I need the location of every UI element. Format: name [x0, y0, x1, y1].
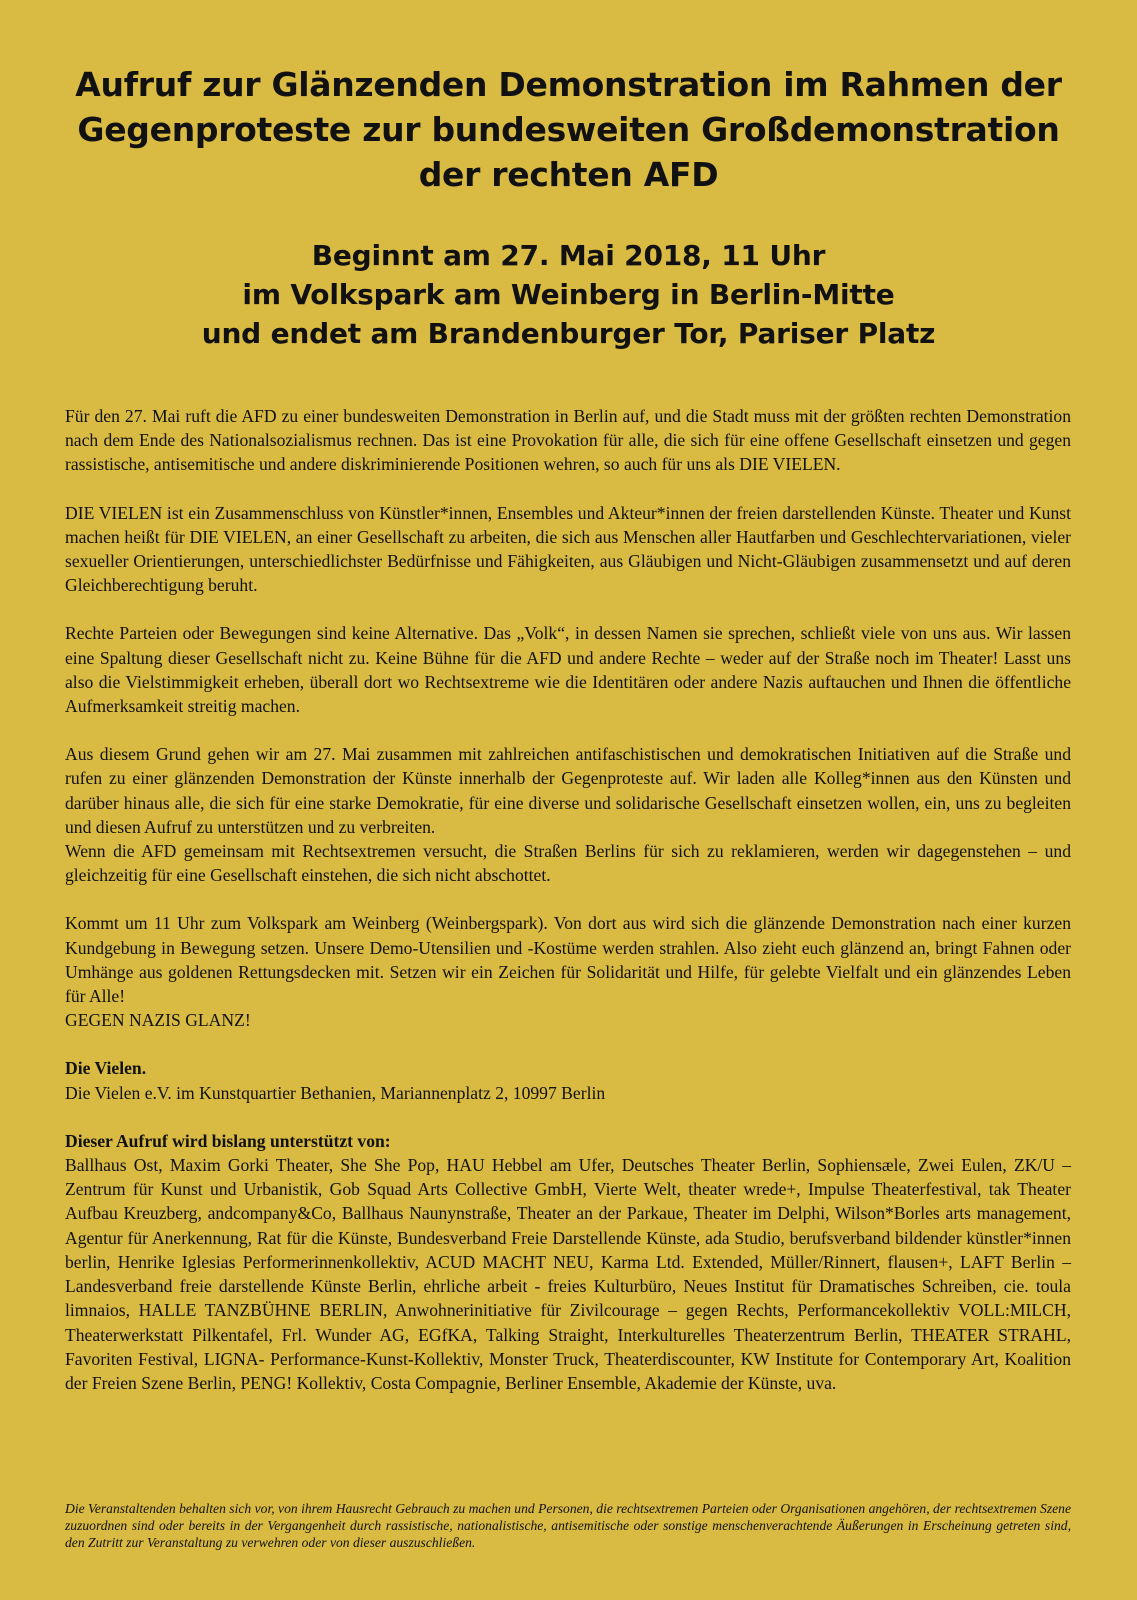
organizer-address: Die Vielen e.V. im Kunstquartier Bethanien, Mariannenplatz 2, 10997 Berlin: [65, 1082, 606, 1103]
supporters-block: [65, 1129, 1071, 1395]
event-start-location-line: im Volkspark am Weinberg in Berlin-Mitte: [242, 278, 895, 311]
paragraph-intro: Für den 27. Mai ruft die AFD zu einer bundesweiten Demonstration in Berlin auf, und die Stadt muss mit der größten rechten Demonstration nach dem Ende des Nationalsozialismus rechnen. Das ist eine Provokation für alle, die sich für eine offene Gesellschaft einsetzen und gegen rassistische, antisemitische und andere diskriminierende Positionen wehren, so auch für uns als DIE VIELEN.: [65, 406, 1071, 475]
paragraph-rechte-parteien: Rechte Parteien oder Bewegungen sind keine Alternative. Das „Volk“, in dessen Namen sie sprechen, schließt viele von uns aus. Wir lassen eine Spaltung dieser Gesellschaft nicht zu. Keine Bühne für die AFD und andere Rechte – weder auf der Straße noch im Theater! Lasst uns also die Vielstimmigkeit erheben, überall dort wo Rechtsextreme wie die Identitären oder andere Nazis auftauchen und Ihnen die öffentliche Aufmerksamkeit streitig machen.: [65, 623, 1071, 717]
title-line: Aufruf zur Glänzenden Demonstration im Rahmen der: [75, 65, 1062, 104]
title-line: Gegenproteste zur bundesweiten Großdemonstration: [77, 110, 1060, 149]
paragraph-aufruf-part2: Wenn die AFD gemeinsam mit Rechtsextremen versucht, die Straßen Berlins für sich zu reklamieren, werden wir dagegenstehen – und gleichzeitig für eine Gesellschaft einstehen, die sich nicht abschottet.: [65, 841, 1071, 886]
body-text: [65, 404, 1071, 1395]
organizer-block: [65, 1056, 1071, 1104]
title-line: der rechten AFD: [418, 155, 719, 194]
slogan: GEGEN NAZIS GLANZ!: [65, 1010, 251, 1031]
supporters-heading: Dieser Aufruf wird bislang unterstützt von:: [65, 1130, 391, 1151]
event-end-location-line: und endet am Brandenburger Tor, Pariser Platz: [201, 317, 936, 350]
event-date-line: Beginnt am 27. Mai 2018, 11 Uhr: [311, 239, 826, 272]
event-details: [40, 236, 1097, 353]
paragraph-die-vielen: DIE VIELEN ist ein Zusammenschluss von Künstler*innen, Ensembles und Akteur*innen der freien darstellenden Künste. Theater und Kunst machen heißt für DIE VIELEN, an einer Gesellschaft zu arbeiten, die sich aus Menschen aller Hautfarben und Geschlechtervariationen, vieler sexueller Orientierungen, unterschiedlichster Bedürfnisse und Fähigkeiten, aus Gläubigen und Nicht-Gläubigen zusammensetzt und auf deren Gleichberechtigung beruht.: [65, 502, 1071, 596]
paragraph-aufruf-part1: Aus diesem Grund gehen wir am 27. Mai zusammen mit zahlreichen antifaschistischen und demokratischen Initiativen auf die Straße und rufen zu einer glänzenden Demonstration der Künste innerhalb der Gegenproteste auf. Wir laden alle Kolleg*innen aus den Künsten und darüber hinaus alle, die sich für eine starke Demokratie, für eine diverse und solidarische Gesellschaft einsetzen wollen, ein, uns zu begleiten und diesen Aufruf zu unterstützen und zu verbreiten.: [65, 744, 1071, 837]
paragraph-aufruf: [65, 742, 1071, 887]
paragraph-treffpunkt: [65, 911, 1071, 1032]
paragraph-treffpunkt-text: Kommt um 11 Uhr zum Volkspark am Weinberg (Weinbergspark). Von dort aus wird sich die glänzende Demonstration nach einer kurzen Kundgebung in Bewegung setzen. Unsere Demo-Utensilien und -Kostüme werden strahlen. Also zieht euch glänzend an, bringt Fahnen oder Umhänge aus goldenen Rettungsdecken mit. Setzen wir ein Zeichen für Solidarität und Hilfe, für gelebte Vielfalt und ein glänzendes Leben für Alle!: [65, 913, 1071, 1007]
page-title: [40, 62, 1097, 197]
organizer-name: Die Vielen.: [65, 1058, 147, 1079]
legal-disclaimer: Die Veranstaltenden behalten sich vor, von ihrem Hausrecht Gebrauch zu machen und Personen, die rechtsextremen Parteien oder Organisationen angehören, der rechtsextremen Szene zuzuordnen sind oder bereits in der Vergangenheit durch rassistische, nationalistische, antisemitische oder sonstige menschenverachtende Äußerungen in Erscheinung getreten sind, den Zutritt zur Veranstaltung zu verwehren oder von dieser auszuschließen.: [65, 1501, 1071, 1550]
supporters-list: Ballhaus Ost, Maxim Gorki Theater, She She Pop, HAU Hebbel am Ufer, Deutsches Theater Berlin, Sophiensæle, Zwei Eulen, ZK/U – Zentrum für Kunst und Urbanistik, Gob Squad Arts Collective GmbH, Vierte Welt, theater wrede+, Impulse Theaterfestival, tak Theater Aufbau Kreuzberg, andcompany&Co, Ballhaus Naunynstraße, Theater an der Parkaue, Theater im Delphi, Wilson*Borles arts management, Agentur für Anerkennung, Rat für die Künste, Bundesverband Freie Darstellende Künste, ada Studio, berufsverband bildender künstler*innen berlin, Henrike Iglesias Performerinnenkollektiv, ACUD MACHT NEU, Karma Ltd. Extended, Müller/Rinnert, flausen+, LAFT Berlin – Landesverband freie darstellende Künste Berlin, ehrliche arbeit - freies Kulturbüro, Neues Institut für Dramatisches Schreiben, cie. toula limnaios, HALLE TANZBÜHNE BERLIN, Anwohnerinitiative für Zivilcourage – gegen Rechts, Performancekollektiv VOLL:MILCH, Theaterwerkstatt Pilkentafel, Frl. Wunder AG, EGfKA, Talking Straight, Interkulturelles Theaterzentrum Berlin, THEATER STRAHL, Favoriten Festival, LIGNA- Performance-Kunst-Kollektiv, Monster Truck, Theaterdiscounter, KW Institute for Contemporary Art, Koalition der Freien Szene Berlin, PENG! Kollektiv, Costa Compagnie, Berliner Ensemble, Akademie der Künste, uva.: [65, 1155, 1071, 1393]
